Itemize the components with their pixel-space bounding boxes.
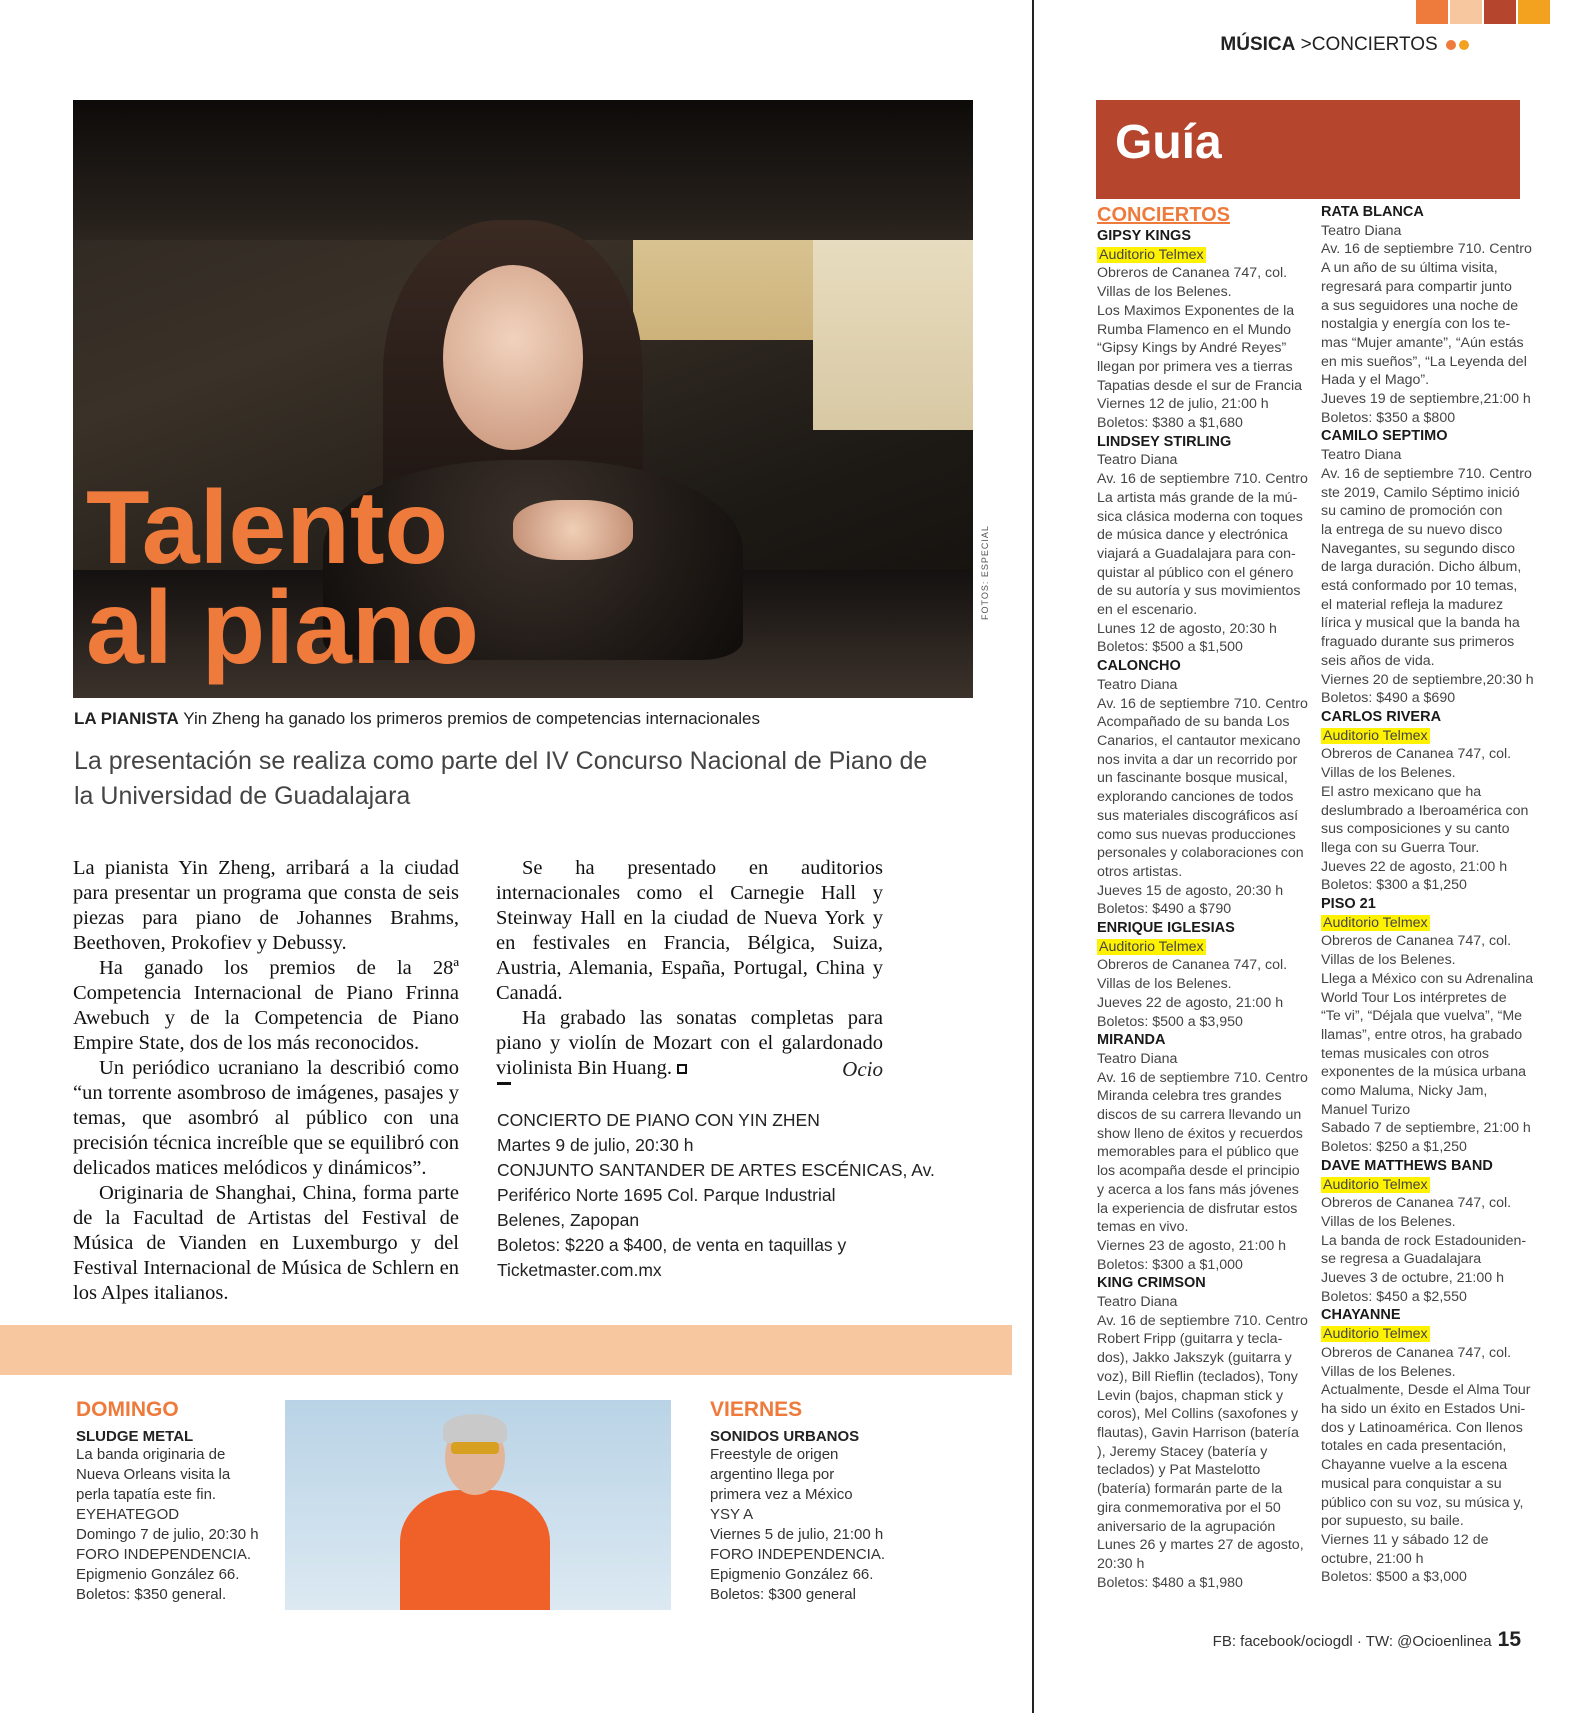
concert-detail: ha sido un éxito en Estados Uni-	[1321, 1401, 1526, 1417]
concert-detail: Boletos: $250 a $1,250	[1321, 1139, 1467, 1156]
concert-detail: A un año de su última visita,	[1321, 260, 1498, 277]
concert-detail: viajará a Guadalajara para con-	[1097, 545, 1296, 562]
concert-detail: Rumba Flamenco en el Mundo	[1097, 321, 1291, 338]
concert-detail: Boletos: $300 a $1,000	[1097, 1256, 1243, 1273]
concert-venue	[1097, 1293, 1302, 1312]
event-line: Boletos: $350 general.	[76, 1586, 227, 1603]
info-line: Ticketmaster.com.mx	[497, 1260, 662, 1280]
concert-info	[497, 1108, 935, 1283]
concert-listing	[1097, 227, 1302, 433]
article-column-1	[73, 856, 459, 1306]
concert-venue	[1321, 446, 1526, 465]
concert-detail: la experiencia de disfrutar estos	[1097, 1200, 1298, 1217]
concert-detail: por supuesto, su baile.	[1321, 1513, 1464, 1530]
concert-detail: Av. 16 de septiembre 710. Centro	[1321, 465, 1532, 482]
artist-photo	[285, 1400, 671, 1610]
event-line: Viernes 5 de julio, 21:00 h	[710, 1526, 884, 1543]
concert-detail: Villas de los Belenes.	[1321, 765, 1456, 782]
concert-detail: coros), Mel Collins (saxofones y	[1097, 1406, 1299, 1423]
concert-detail: Av. 16 de septiembre 710. Centro	[1097, 695, 1308, 712]
concert-detail: Obreros de Cananea 747, col.	[1321, 746, 1512, 763]
concert-venue	[1097, 1050, 1302, 1069]
concert-detail: Jueves 19 de septiembre,21:00 h	[1321, 391, 1531, 408]
paragraph: La pianista Yin Zheng, arribará a la ciudad para presentar un programa que consta de seis piezas para piano de Johannes Brahms, Beethoven, Prokofiev y Debussy.	[73, 857, 459, 954]
concert-detail: Villas de los Belenes.	[1321, 1213, 1456, 1230]
concert-detail: está conformado por 10 temas,	[1321, 578, 1518, 595]
concert-detail: flautas), Gavin Harrison (batería	[1097, 1425, 1299, 1441]
event-line: Nueva Orleans visita la	[76, 1466, 231, 1483]
concert-venue	[1321, 222, 1526, 241]
concert-detail: Boletos: $500 a $3,000	[1321, 1569, 1467, 1586]
concert-detail: a sus seguidores una noche de	[1321, 297, 1519, 314]
concert-listing	[1097, 433, 1308, 657]
concert-detail: llamas”, entre otros, ha grabado	[1321, 1026, 1523, 1043]
concert-detail: Av. 16 de septiembre 710. Centro	[1321, 241, 1532, 258]
concert-detail: “Gipsy Kings by André Reyes”	[1097, 340, 1287, 357]
event-line: Freestyle de origen	[710, 1446, 839, 1463]
page-footer	[1213, 1628, 1521, 1652]
concert-detail: quistar al público con el género	[1097, 564, 1294, 581]
info-line: CONCIERTO DE PIANO CON YIN ZHEN	[497, 1110, 820, 1130]
concert-listing	[1321, 895, 1534, 1157]
venue-name: Teatro Diana	[1097, 676, 1178, 693]
concert-detail: El astro mexicano que ha	[1321, 783, 1482, 800]
concert-detail: como Maluma, Nicky Jam,	[1321, 1083, 1488, 1100]
concert-detail: explorando canciones de todos	[1097, 789, 1294, 806]
dot-icon	[1459, 40, 1469, 50]
concert-detail: Villas de los Belenes.	[1097, 284, 1232, 301]
concert-detail: dos), Jakko Jakszyk (guitarra y	[1097, 1350, 1292, 1367]
concert-detail: 20:30 h	[1097, 1555, 1145, 1572]
concert-detail: Navegantes, su segundo disco	[1321, 540, 1516, 557]
concert-listing	[1321, 1157, 1526, 1307]
concert-detail: Boletos: $380 a $1,680	[1097, 415, 1243, 432]
concert-detail: Villas de los Belenes.	[1321, 1363, 1456, 1380]
concert-detail: se regresa a Guadalajara	[1321, 1251, 1482, 1268]
concert-detail: Levin (bajos, chapman stick y	[1097, 1387, 1284, 1404]
concert-detail: en mis sueños”, “La Leyenda del	[1321, 353, 1527, 370]
concert-detail: Boletos: $490 a $690	[1321, 690, 1456, 707]
concert-listing	[1321, 708, 1529, 895]
dot-icon	[1446, 40, 1456, 50]
event-title: SLUDGE METAL	[76, 1428, 194, 1445]
concert-name: CHAYANNE	[1321, 1307, 1401, 1324]
concert-detail: octubre, 21:00 h	[1321, 1550, 1424, 1567]
concert-detail: Actualmente, Desde el Alma Tour	[1321, 1382, 1531, 1399]
concert-detail: musical para conquistar a su	[1321, 1475, 1502, 1492]
concert-detail: “Te vi”, “Déjala que vuelva”, “Me	[1321, 1008, 1523, 1025]
concert-name: CARLOS RIVERA	[1321, 708, 1442, 725]
concert-detail: World Tour Los intérpretes de	[1321, 989, 1507, 1006]
concert-detail: su camino de promoción con	[1321, 503, 1503, 520]
concert-detail: Jueves 3 de octubre, 21:00 h	[1321, 1270, 1504, 1287]
social-handles: FB: facebook/ociogdl · TW: @Ocioenlinea	[1212, 1633, 1492, 1650]
event-line: Boletos: $300 general	[710, 1586, 856, 1603]
guide-column-b	[1321, 203, 1534, 1587]
concert-detail: Obreros de Cananea 747, col.	[1321, 1195, 1512, 1212]
concert-detail: lírica y musical que la banda ha	[1321, 615, 1520, 632]
concert-detail: deslumbrado a Iberoamérica con	[1321, 802, 1529, 819]
concert-detail: Tapatias desde el sur de Francia	[1097, 377, 1303, 394]
concert-detail: Viernes 11 y sábado 12 de	[1321, 1531, 1489, 1548]
concert-detail: Viernes 23 de agosto, 21:00 h	[1097, 1237, 1287, 1254]
concert-listing	[1097, 919, 1302, 1031]
concert-listing	[1321, 203, 1532, 427]
event-line: perla tapatía este fin.	[76, 1486, 217, 1503]
concert-detail: Manuel Turizo	[1321, 1101, 1411, 1118]
concert-detail: Boletos: $350 a $800	[1321, 409, 1456, 426]
concert-detail: ste 2019, Camilo Séptimo inició	[1321, 484, 1520, 501]
concert-detail: Jueves 22 de agosto, 21:00 h	[1321, 858, 1508, 875]
venue-name: Teatro Diana	[1321, 222, 1402, 239]
headline-line-1: Talento	[86, 470, 449, 586]
venue-name: Teatro Diana	[1321, 447, 1402, 464]
concert-detail: personales y colaboraciones con	[1097, 845, 1304, 862]
event-day: DOMINGO	[76, 1398, 179, 1421]
venue-name: Auditorio Telmex	[1099, 246, 1204, 263]
guide-column-a	[1097, 203, 1308, 1592]
venue-name: Auditorio Telmex	[1323, 727, 1428, 744]
concert-venue	[1097, 676, 1302, 695]
info-line: CONJUNTO SANTANDER DE ARTES ESCÉNICAS, Av.	[497, 1160, 935, 1180]
concert-detail: sus composiciones y su canto	[1321, 821, 1510, 838]
concert-detail: Boletos: $480 a $1,980	[1097, 1574, 1243, 1591]
concert-detail: Acompañado de su banda Los	[1097, 714, 1290, 731]
concert-venue	[1097, 938, 1302, 957]
concert-detail: Lunes 26 y martes 27 de agosto,	[1097, 1537, 1304, 1554]
event-line: argentino llega por	[710, 1466, 835, 1483]
caption-text: Yin Zheng ha ganado los primeros premios de competencias internacionales	[178, 709, 761, 728]
concert-name: KING CRIMSON	[1097, 1275, 1206, 1292]
event-line: FORO INDEPENDENCIA.	[710, 1546, 886, 1563]
concert-detail: un fascinante bosque musical,	[1097, 770, 1288, 787]
section-main: MÚSICA	[1220, 34, 1296, 55]
concert-detail: Los Maximos Exponentes de la	[1097, 302, 1295, 319]
concert-detail: voz), Bill Rieflin (teclados), Tony	[1097, 1368, 1298, 1385]
venue-name: Teatro Diana	[1097, 1050, 1178, 1067]
color-strip-2	[1450, 0, 1482, 24]
concert-name: CAMILO SEPTIMO	[1321, 428, 1448, 445]
venue-name: Auditorio Telmex	[1323, 1176, 1428, 1193]
concert-detail: sus materiales discográficos así	[1097, 807, 1299, 824]
event-line: Epigmenio González 66.	[710, 1566, 874, 1583]
concert-detail: Obreros de Cananea 747, col.	[1321, 1344, 1512, 1361]
concert-listing	[1097, 1274, 1308, 1592]
venue-name: Auditorio Telmex	[1099, 938, 1204, 955]
concert-detail: mas “Mujer amante”, “Aún estás	[1321, 334, 1524, 351]
venue-name: Teatro Diana	[1097, 1294, 1178, 1311]
page-number: 15	[1497, 1628, 1521, 1651]
concert-detail: discos de su carrera llevando un	[1097, 1107, 1302, 1124]
concert-detail: exponentes de la música urbana	[1321, 1064, 1527, 1081]
concert-detail: gira conmemorativa por el 50	[1097, 1499, 1281, 1516]
headline	[86, 470, 479, 686]
concert-detail: Boletos: $490 a $790	[1097, 901, 1232, 918]
headline-line-2: al piano	[86, 570, 479, 686]
event-line: Domingo 7 de julio, 20:30 h	[76, 1526, 259, 1543]
concert-detail: Viernes 20 de septiembre,20:30 h	[1321, 671, 1534, 688]
event-line: EYEHATEGOD	[76, 1506, 180, 1523]
concert-detail: otros artistas.	[1097, 863, 1183, 880]
concert-detail: de música dance y electrónica	[1097, 527, 1288, 544]
event-day: VIERNES	[710, 1398, 803, 1421]
section-breadcrumb	[1220, 34, 1469, 56]
concert-detail: en el escenario.	[1097, 602, 1198, 619]
venue-name: Auditorio Telmex	[1323, 914, 1428, 931]
concert-venue	[1321, 1176, 1526, 1195]
concert-detail: dos y Latinoamérica. Con llenos	[1321, 1419, 1523, 1436]
section-sub: CONCIERTOS	[1311, 34, 1438, 55]
concert-name: GIPSY KINGS	[1097, 228, 1192, 244]
info-line: Periférico Norte 1695 Col. Parque Industrial	[497, 1185, 836, 1205]
concert-detail: Jueves 22 de agosto, 21:00 h	[1097, 994, 1284, 1011]
paragraph: Un periódico ucraniano la describió como “un torrente asombroso de imágenes, pasajes y temas, que asombró al público con una precisión técnica increíble que se equilibró con delicados matices melódicos y dinámicos”.	[73, 1057, 459, 1179]
concert-detail: Obreros de Cananea 747, col.	[1321, 933, 1512, 950]
event-title: SONIDOS URBANOS	[710, 1428, 860, 1445]
concert-detail: Hada y el Mago”.	[1321, 372, 1430, 389]
info-line: Belenes, Zapopan	[497, 1210, 640, 1230]
event-line: FORO INDEPENDENCIA.	[76, 1546, 252, 1563]
concert-name: PISO 21	[1321, 896, 1376, 913]
concert-detail: La banda de rock Estadouniden-	[1321, 1232, 1527, 1249]
concert-detail: temas en vivo.	[1097, 1219, 1189, 1236]
concert-detail: público con su voz, su música y,	[1321, 1494, 1524, 1511]
guide-category: CONCIERTOS	[1097, 204, 1230, 226]
event-line: YSY A	[710, 1506, 754, 1523]
paragraph: Originaria de Shanghai, China, forma parte de la Facultad de Artistas del Festival de Música de Vianden en Luxemburgo y del Festival Internacional de Música de Schlern en los Alpes italianos.	[73, 1182, 459, 1304]
concert-detail: Av. 16 de septiembre 710. Centro	[1097, 471, 1308, 488]
concert-detail: la entrega de su nuevo disco	[1321, 521, 1503, 538]
event-viernes	[710, 1398, 910, 1605]
concert-detail: Viernes 12 de julio, 21:00 h	[1097, 396, 1269, 413]
concert-detail: Sabado 7 de septiembre, 21:00 h	[1321, 1120, 1531, 1137]
article-subhead: La presentación se realiza como parte del IV Concurso Nacional de Piano de la Universidad de Guadalajara	[74, 747, 928, 810]
concert-detail: aniversario de la agrupación	[1097, 1518, 1276, 1535]
section-separator: >	[1295, 34, 1312, 55]
color-strip-4	[1518, 0, 1550, 24]
concert-detail: Villas de los Belenes.	[1321, 952, 1456, 969]
concert-detail: Villas de los Belenes.	[1097, 976, 1232, 993]
concert-detail: Av. 16 de septiembre 710. Centro	[1097, 1069, 1308, 1086]
concert-name: CALONCHO	[1097, 658, 1181, 675]
concert-detail: fraguado durante sus primeros	[1321, 634, 1515, 651]
concert-detail: de larga duración. Dicho álbum,	[1321, 559, 1522, 576]
venue-name: Auditorio Telmex	[1323, 1326, 1428, 1343]
concert-detail: teclados) y Pat Mastelotto	[1097, 1462, 1261, 1479]
concert-detail: seis años de vida.	[1321, 652, 1435, 669]
concert-name: RATA BLANCA	[1321, 204, 1424, 220]
concert-listing	[1097, 1031, 1308, 1274]
paragraph: Ha ganado los premios de la 28ª Competencia Internacional de Piano Frinna Awebuch y de la Competencia de Piano Empire State, dos de los más reconocidos.	[73, 957, 459, 1054]
guide-title: Guía	[1115, 116, 1222, 169]
events-band	[0, 1325, 1012, 1375]
concert-venue	[1097, 246, 1302, 265]
event-line: La banda originaria de	[76, 1446, 226, 1463]
photo-credit: FOTOS: ESPECIAL	[980, 525, 990, 620]
concert-detail: Chayanne vuelve a la escena	[1321, 1457, 1508, 1474]
concert-detail: sica clásica moderna con toques	[1097, 508, 1303, 525]
concert-detail: los acompaña desde el principio	[1097, 1163, 1300, 1180]
concert-detail: Obreros de Cananea 747, col.	[1097, 957, 1288, 974]
color-strip-1	[1416, 0, 1448, 24]
venue-name: Teatro Diana	[1097, 452, 1178, 469]
concert-venue	[1097, 451, 1302, 470]
event-line: Epigmenio González 66.	[76, 1566, 240, 1583]
concert-venue	[1321, 914, 1526, 933]
event-domingo	[76, 1398, 276, 1605]
concert-detail: de su autoría y sus movimientos	[1097, 583, 1301, 600]
concert-listing	[1321, 427, 1534, 708]
event-line: primera vez a México	[710, 1486, 853, 1503]
concert-detail: La artista más grande de la mú-	[1097, 489, 1298, 506]
concert-listing	[1321, 1306, 1531, 1587]
caption-lead: LA PIANISTA	[74, 709, 179, 728]
concert-detail: Boletos: $300 a $1,250	[1321, 877, 1467, 894]
concert-detail: show lleno de éxitos y recuerdos	[1097, 1125, 1303, 1142]
concert-detail: Av. 16 de septiembre 710. Centro	[1097, 1312, 1308, 1329]
column-divider	[1032, 0, 1034, 1713]
concert-detail: Boletos: $500 a $3,950	[1097, 1013, 1243, 1030]
concert-detail: Boletos: $450 a $2,550	[1321, 1288, 1467, 1305]
concert-detail: totales en cada presentación,	[1321, 1438, 1507, 1455]
concert-name: DAVE MATTHEWS BAND	[1321, 1157, 1493, 1174]
concert-detail: llega con su Guerra Tour.	[1321, 839, 1480, 856]
concert-detail: memorables para el público que	[1097, 1144, 1299, 1161]
concert-detail: el material refleja la madurez	[1321, 596, 1504, 613]
concert-detail: nos invita a dar un recorrido por	[1097, 751, 1298, 768]
concert-detail: Jueves 15 de agosto, 20:30 h	[1097, 882, 1284, 899]
photo-caption	[74, 709, 760, 729]
concert-detail: regresará para compartir junto	[1321, 278, 1512, 295]
author-signature: Ocio	[842, 1057, 883, 1081]
concert-detail: Llega a México con su Adrenalina	[1321, 970, 1534, 987]
concert-name: ENRIQUE IGLESIAS	[1097, 920, 1235, 937]
concert-detail: Lunes 12 de agosto, 20:30 h	[1097, 620, 1277, 637]
concert-venue	[1321, 1325, 1526, 1344]
paragraph: Se ha presentado en auditorios internacionales como el Carnegie Hall y Steinway Hall en la ciudad de Nueva York y en festivales en Francia, Bélgica, Suiza, Austria, Alemania, España, Portugal, China y Canadá.	[496, 857, 883, 1004]
concert-detail: Obreros de Cananea 747, col.	[1097, 265, 1288, 282]
info-divider	[497, 1082, 511, 1085]
concert-detail: llegan por primera ves a tierras	[1097, 358, 1293, 375]
article-column-2	[496, 856, 883, 1081]
concert-detail: temas musicales con otros	[1321, 1045, 1489, 1062]
concert-detail: Robert Fripp (guitarra y tecla-	[1097, 1331, 1283, 1348]
concert-listing	[1097, 657, 1308, 919]
concert-detail: (batería) formarán parte de la	[1097, 1481, 1283, 1498]
concert-detail: Canarios, el cantautor mexicano	[1097, 732, 1301, 749]
concert-detail: nostalgia y energía con los te-	[1321, 316, 1511, 333]
concert-detail: Boletos: $500 a $1,500	[1097, 639, 1243, 656]
paragraph-text: Ha grabado las sonatas completas para piano y violín de Mozart con el galardonado violinista Bin Huang.	[496, 1007, 883, 1079]
concert-detail: ), Jeremy Stacey (batería y	[1097, 1443, 1268, 1460]
color-strip-3	[1484, 0, 1516, 24]
info-line: Boletos: $220 a $400, de venta en taquillas y	[497, 1235, 847, 1255]
info-line: Martes 9 de julio, 20:30 h	[497, 1135, 694, 1155]
concert-venue	[1321, 727, 1526, 746]
concert-detail: Miranda celebra tres grandes	[1097, 1088, 1282, 1105]
concert-detail: como sus nuevas producciones	[1097, 826, 1296, 843]
concert-name: MIRANDA	[1097, 1032, 1166, 1049]
concert-name: LINDSEY STIRLING	[1097, 433, 1232, 450]
concert-detail: y acerca a los fans más jóvenes	[1097, 1181, 1299, 1198]
